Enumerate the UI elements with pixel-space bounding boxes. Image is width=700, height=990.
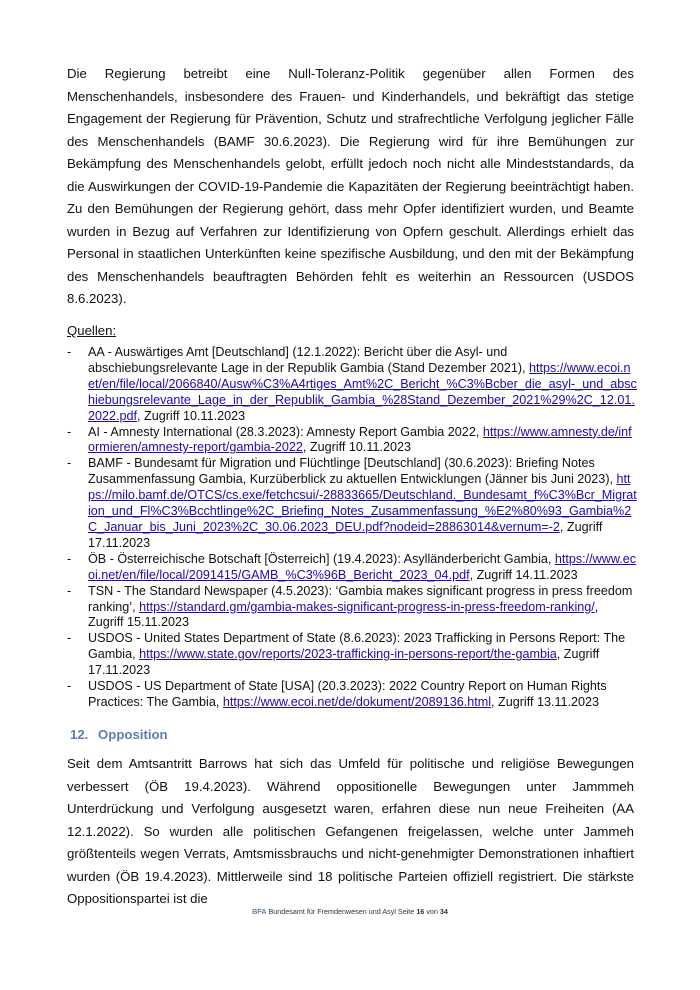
source-access-date: , Zugriff 10.11.2023 <box>137 408 246 423</box>
source-link[interactable]: https://milo.bamf.de/OTCS/cs.exe/fetchcsui/-28833665/Deutschland._Bundesamt_f%C3%Bcr_Migration_und_Fl%C3%Bcchtlinge%2C_Briefing_Notes_Zusammenfassung_%E2%80%93_Gambia%2C_Januar_bis_Juni_2023%2C_30.06.2023_DEU.pdf?nodeid=28863014&vernum=-2 <box>88 472 637 534</box>
source-link[interactable]: https://www.ecoi.net/en/file/local/2091415/GAMB_%C3%96B_Bericht_2023_04.pdf <box>88 551 637 582</box>
list-dash: - <box>67 456 72 471</box>
source-text: AI - Amnesty International (28.3.2023): Amnesty Report Gambia 2022, <box>88 424 483 439</box>
source-access-date: , Zugriff 17.11.2023 <box>88 519 603 550</box>
body-paragraph-opposition: Seit dem Amtsantritt Barrows hat sich das Umfeld für politische und religiöse Bewegungen verbessert (ÖB 19.4.2023). Während oppositionelle Bewegungen unter Jammmeh Unterdrückung und Verfolgung ausgesetzt waren, erfahren diese nun neue Freiheiten (AA 12.1.2022). So wurden alle politischen Gefangenen freigelassen, welche unter Jammeh größtenteils wegen Verrats, Amtsmissbrauchs und nicht-genehmigter Demonstrationen inhaftiert wurden (ÖB 19.4.2023). Mittlerweile sind 18 politische Parteien offiziell registriert. Die stärkste Oppositionspartei ist die <box>67 756 634 906</box>
footer-page-number: 16 <box>416 907 425 916</box>
source-text: ÖB - Österreichische Botschaft [Österreich] (19.4.2023): Asylländerbericht Gambia, <box>88 551 555 566</box>
section-title: Opposition <box>98 727 168 742</box>
list-dash: - <box>67 424 72 439</box>
source-link[interactable]: https://www.ecoi.net/de/dokument/2089136.html <box>222 694 491 709</box>
source-text: AA - Auswärtiges Amt [Deutschland] (12.1.2022): Bericht über die Asyl- und abschiebungsrelevante Lage in der Republik Gambia (Stand Dezember 2021), <box>88 345 530 375</box>
source-access-date: , Zugriff 10.11.2023 <box>302 440 411 455</box>
source-item <box>67 584 637 632</box>
source-link[interactable]: https://www.amnesty.de/informieren/amnesty-report/gambia-2022 <box>88 424 632 455</box>
body-paragraph-trafficking: Die Regierung betreibt eine Null-Toleranz-Politik gegenüber allen Formen des Menschenhandels, insbesondere des Frauen- und Kinderhandels, und bekräftigt das stetige Engagement der Regierung für Prävention, Schutz und strafrechtliche Verfolgung jeglicher Fälle des Menschenhandels (BAMF 30.6.2023). Die Regierung wird für ihre Bemühungen zur Bekämpfung des Menschenhandels gelobt, erfüllt jedoch noch nicht alle Mindeststandards, da die Auswirkungen der COVID-19-Pandemie die Kapazitäten der Regierung beeinträchtigt haben. Zu den Bemühungen der Regierung gehört, dass mehr Opfer identifiziert wurden, und Beamte wurden in Bezug auf Verfahren zur Identifizierung von Opfern geschult. Allerdings erhielt das Personal in staatlichen Unterkünften keine spezifische Ausbildung, und den mit der Bekämpfung des Menschenhandels beauftragten Behörden fehlt es weiterhin an Ressourcen (USDOS 8.6.2023). <box>67 66 634 306</box>
source-access-date: , Zugriff 15.11.2023 <box>88 599 599 630</box>
list-dash: - <box>67 551 72 566</box>
source-link[interactable]: https://www.ecoi.net/en/file/local/2066840/Ausw%C3%A4rtiges_Amt%2C_Bericht_%C3%Bcber_die_asyl-_und_abschiebungsrelevante_Lage_in_der_Republik_Gambia_%28Stand_Dezember_2021%29%2C_12.01.2022.pdf <box>88 360 637 423</box>
source-link[interactable]: https://standard.gm/gambia-makes-significant-progress-in-press-freedom-ranking/ <box>139 599 595 614</box>
source-text: USDOS - United States Department of State (8.6.2023): 2023 Trafficking in Persons Report: The Gambia, <box>88 631 626 662</box>
source-text: TSN - The Standard Newspaper (4.5.2023): ‘Gambia makes significant progress in press freedom ranking’, <box>88 583 633 614</box>
list-dash: - <box>67 583 72 598</box>
source-link[interactable]: https://www.state.gov/reports/2023-trafficking-in-persons-report/the-gambia <box>139 647 557 662</box>
sources-list <box>67 345 637 711</box>
source-text: USDOS - US Department of State [USA] (20.3.2023): 2022 Country Report on Human Rights Practices: The Gambia, <box>88 679 607 709</box>
section-heading-opposition <box>70 726 168 744</box>
bfa-logo: BFA <box>252 907 267 916</box>
source-item <box>67 552 637 584</box>
sources-heading: Quellen: <box>67 323 117 338</box>
list-dash: - <box>67 345 72 359</box>
source-item <box>67 456 637 551</box>
source-item <box>67 631 637 679</box>
source-item <box>67 345 637 425</box>
footer-page-word: Seite <box>397 907 415 916</box>
footer-of-word: von <box>426 907 438 916</box>
footer-org: Bundesamt für Fremdenwesen und Asyl <box>268 907 396 916</box>
page-footer <box>0 907 700 917</box>
footer-page-total: 34 <box>439 907 448 916</box>
source-access-date: , Zugriff 14.11.2023 <box>469 567 578 582</box>
source-item <box>67 679 637 711</box>
section-number: 12. <box>70 727 89 742</box>
source-item <box>67 425 637 457</box>
source-access-date: , Zugriff 13.11.2023 <box>491 694 600 709</box>
list-dash: - <box>67 679 72 694</box>
source-text: BAMF - Bundesamt für Migration und Flüchtlinge [Deutschland] (30.6.2023): Briefing Notes Zusammenfassung Gambia, Kurzüberblick zu aktuellen Entwicklungen (Jänner bis Juni 2023), <box>88 456 617 487</box>
source-access-date: , Zugriff 17.11.2023 <box>88 647 600 678</box>
list-dash: - <box>67 631 72 646</box>
